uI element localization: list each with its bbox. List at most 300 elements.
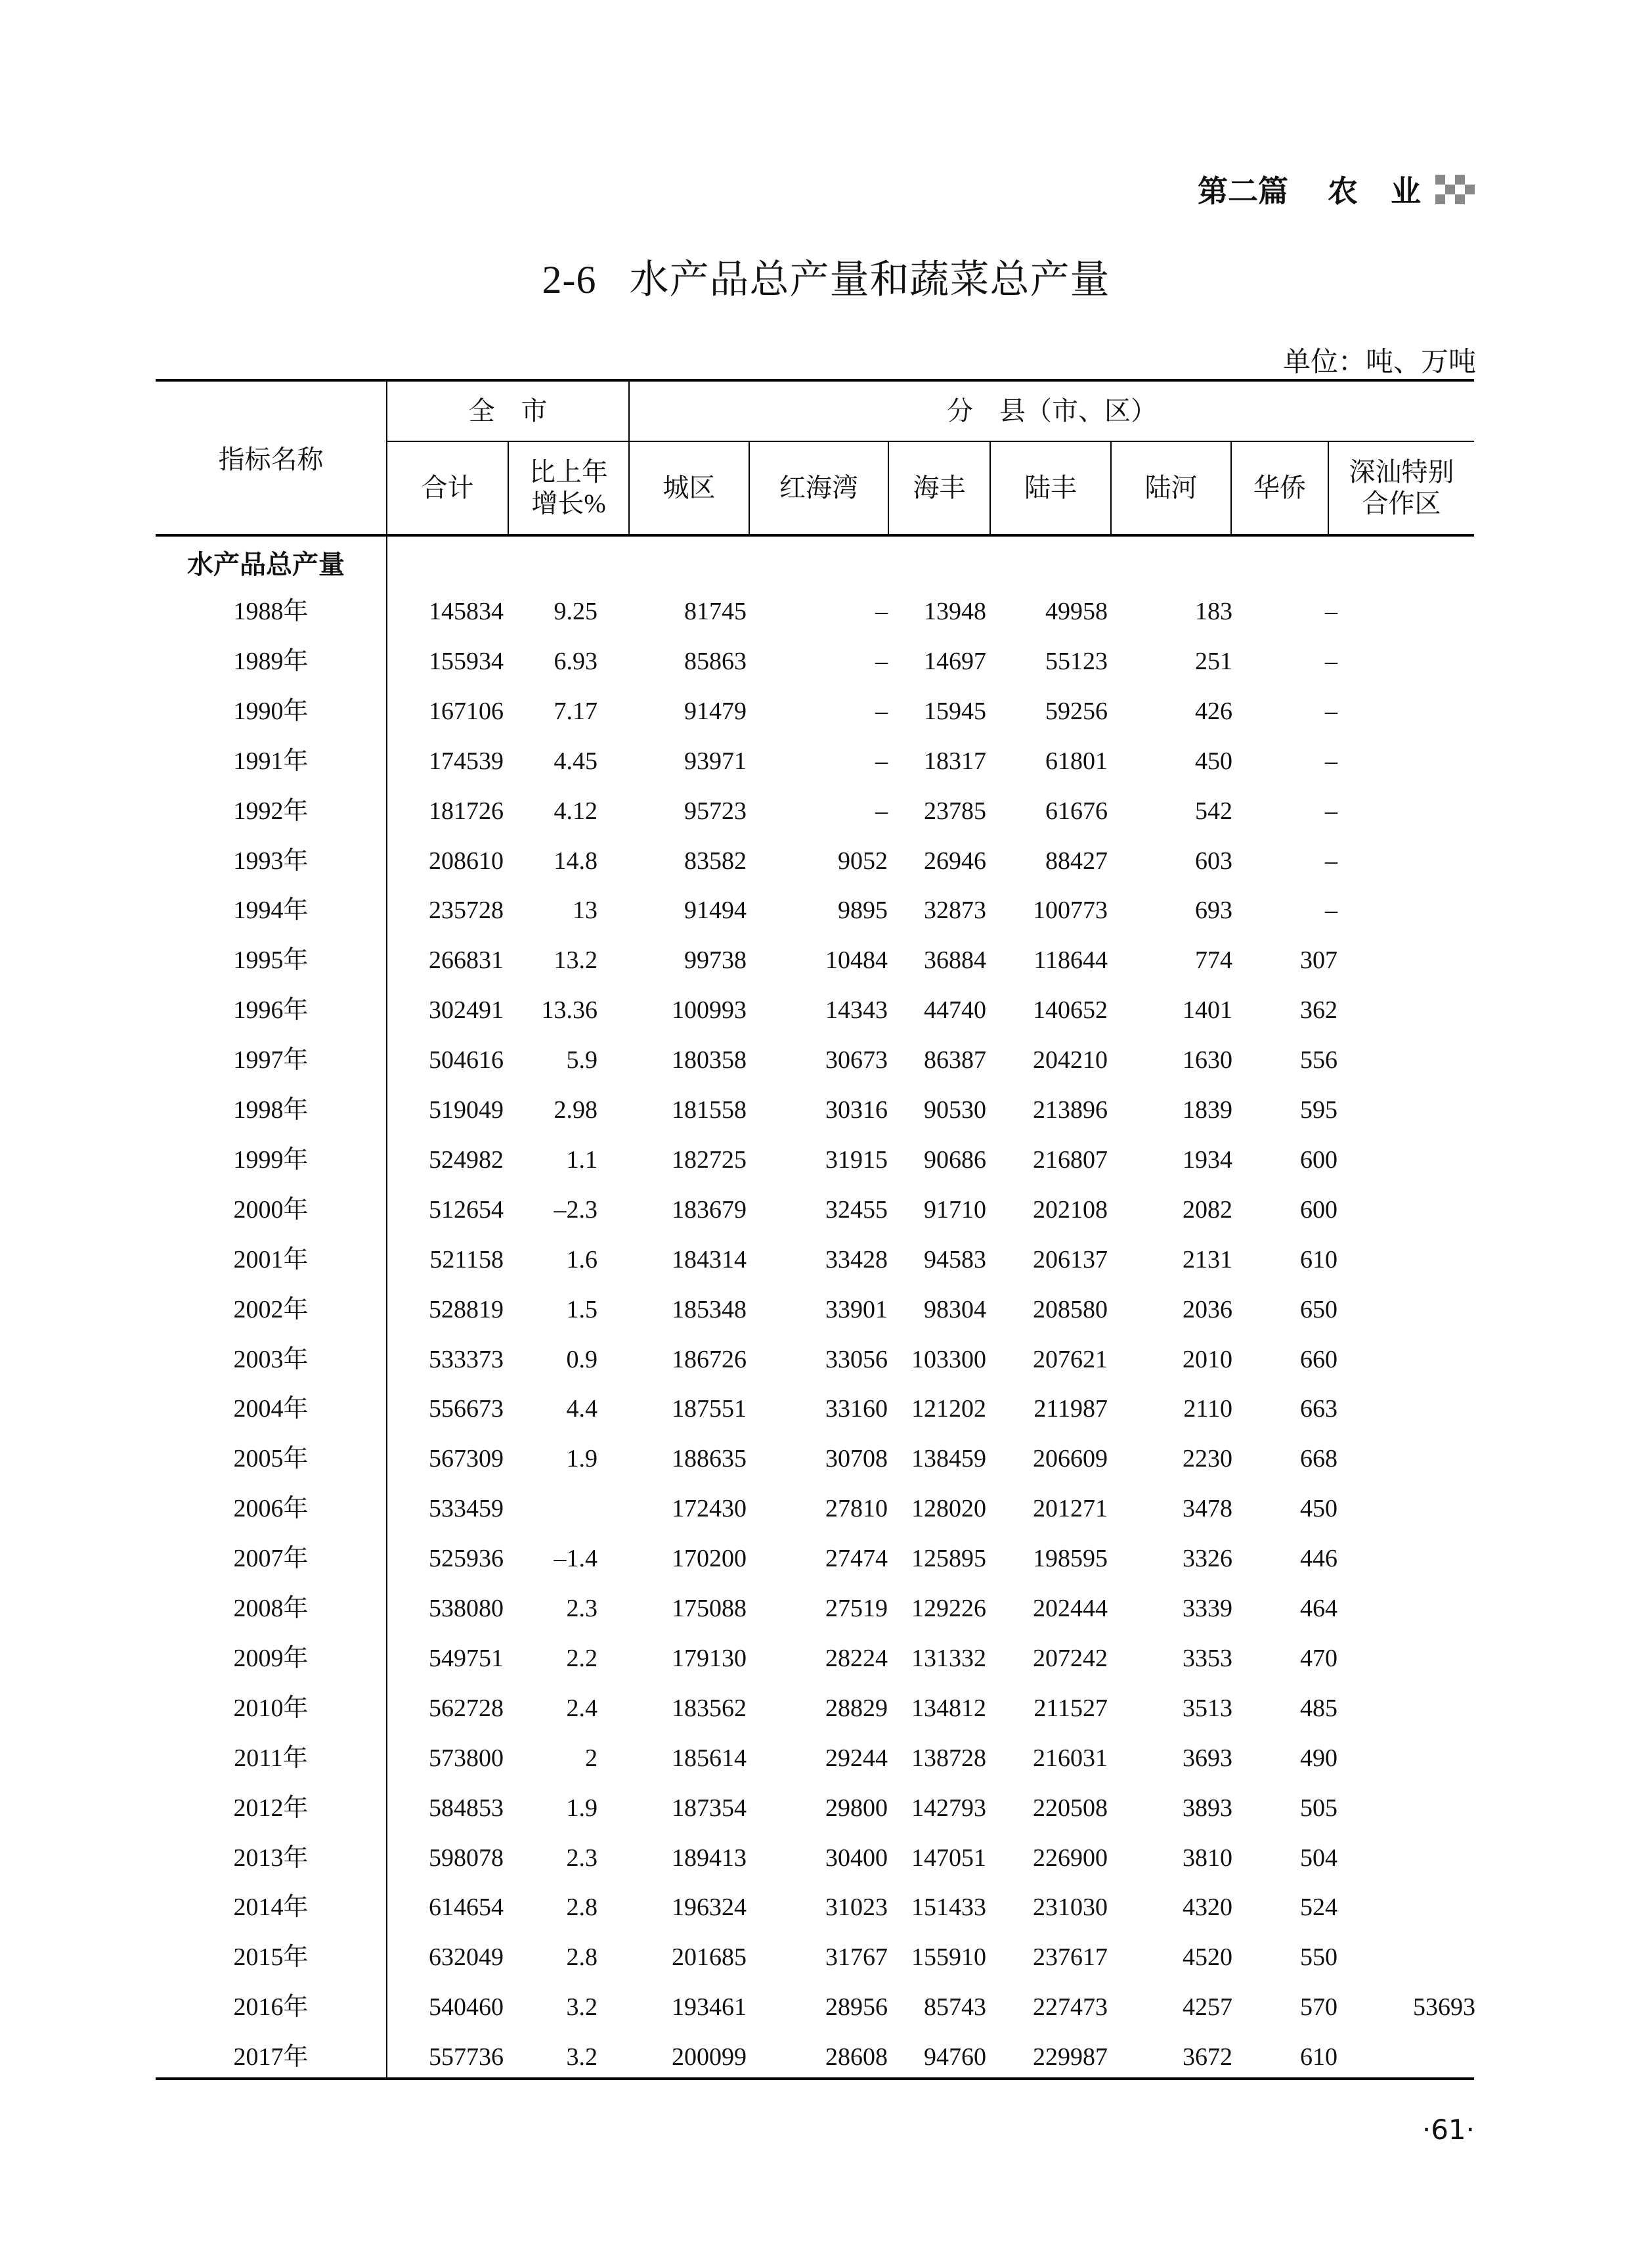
cell-huaqiao: – [1325,797,1337,825]
cell-luhe: 603 [1195,847,1232,875]
cell-lufeng: 202444 [1033,1595,1108,1622]
cell-huaqiao: 650 [1300,1295,1337,1323]
cell-honghaiwan: 32455 [825,1195,888,1224]
cell-haifeng: 94583 [924,1245,986,1273]
cell-lufeng: 227473 [1033,1993,1108,2022]
row-year: 2017年 [233,2043,309,2071]
cell-lufeng: 211987 [1033,1395,1108,1423]
cell-growth: –1.4 [554,1545,598,1573]
table-row [156,1583,1474,1633]
table-row [156,1932,1474,1982]
cell-total: 235728 [429,897,504,925]
cell-lufeng: 59256 [1045,697,1108,725]
row-year: 1995年 [233,946,309,975]
table-row [156,1335,1474,1384]
cell-total: 632049 [429,1943,504,1972]
cell-honghaiwan: – [875,797,888,825]
row-year: 2012年 [233,1794,309,1822]
cell-growth: 3.2 [566,1993,598,2022]
cell-luhe: 2036 [1183,1295,1232,1323]
cell-haifeng: 155910 [911,1943,986,1972]
cell-growth: 4.45 [554,747,598,775]
row-year: 2011年 [234,1744,308,1772]
cell-huaqiao: 524 [1300,1893,1337,1922]
cell-haifeng: 142793 [911,1794,986,1822]
row-year: 1989年 [233,647,309,675]
cell-urban: 200099 [672,2043,747,2071]
cell-honghaiwan: 33901 [825,1295,888,1323]
cell-honghaiwan: – [875,697,888,725]
cell-lufeng: 206137 [1033,1245,1108,1273]
cell-luhe: 542 [1195,797,1232,825]
cell-growth: 5.9 [566,1046,598,1074]
table-row [156,1035,1474,1085]
table-row [156,1683,1474,1733]
row-year: 1998年 [233,1096,309,1124]
table-number: 2-6 [542,258,597,301]
group-header-city: 全 市 [468,396,548,426]
cell-growth: 2.2 [566,1644,598,1672]
cell-honghaiwan: 31915 [825,1145,888,1174]
cell-luhe: 426 [1195,697,1232,725]
cell-total: 167106 [429,697,504,725]
cell-urban: 184314 [672,1245,747,1273]
table-row [156,935,1474,985]
cell-honghaiwan: – [875,747,888,775]
row-year: 1994年 [233,897,309,925]
cell-luhe: 3478 [1183,1495,1232,1523]
cell-honghaiwan: 27810 [825,1495,888,1523]
row-year: 1996年 [233,996,309,1025]
cell-haifeng: 151433 [911,1893,986,1922]
chapter-header [1198,167,1475,211]
checker-pattern-icon [1435,175,1475,204]
row-year: 2016年 [233,1993,309,2022]
table-row [156,1882,1474,1932]
cell-lufeng: 220508 [1033,1794,1108,1822]
row-year: 2007年 [233,1545,309,1573]
cell-huaqiao: 556 [1300,1046,1337,1074]
cell-haifeng: 128020 [911,1495,986,1523]
row-year: 1992年 [233,797,309,825]
cell-honghaiwan: 30400 [825,1844,888,1872]
cell-honghaiwan: 28608 [825,2043,888,2071]
cell-luhe: 693 [1195,897,1232,925]
cell-growth: 2.3 [566,1844,598,1872]
cell-huaqiao: – [1325,647,1337,675]
cell-huaqiao: – [1325,598,1337,625]
col-header-lufeng: 陆丰 [1024,473,1077,502]
cell-urban: 100993 [672,996,747,1025]
cell-huaqiao: 505 [1300,1794,1337,1822]
cell-urban: 187354 [672,1794,747,1822]
cell-haifeng: 23785 [924,797,986,825]
table-row [156,636,1474,686]
cell-lufeng: 118644 [1033,946,1108,975]
cell-growth: 6.93 [554,647,598,675]
cell-huaqiao: 595 [1300,1096,1337,1124]
unit-label: 单位：吨、万吨 [1282,347,1476,378]
cell-huaqiao: 470 [1300,1644,1337,1672]
cell-total: 533459 [429,1495,504,1523]
cell-growth: 13.36 [541,996,598,1025]
cell-huaqiao: 464 [1300,1595,1337,1622]
cell-urban: 85863 [684,647,747,675]
cell-haifeng: 121202 [911,1395,986,1423]
cell-haifeng: 94760 [924,2043,986,2071]
cell-total: 614654 [429,1893,504,1922]
cell-urban: 83582 [684,847,747,875]
col-header-huaqiao: 华侨 [1253,473,1306,502]
cell-growth: 2.98 [554,1096,598,1124]
cell-haifeng: 125895 [911,1545,986,1573]
cell-growth: 0.9 [566,1345,598,1373]
cell-total: 528819 [429,1295,504,1323]
cell-total: 208610 [429,847,504,875]
row-year: 1988年 [233,598,309,625]
cell-urban: 181558 [672,1096,747,1124]
cell-total: 302491 [429,996,504,1025]
cell-growth: 2.8 [566,1943,598,1972]
cell-lufeng: 61676 [1045,797,1108,825]
cell-haifeng: 18317 [924,747,986,775]
cell-urban: 180358 [672,1046,747,1074]
table-row [156,1285,1474,1335]
cell-luhe: 4520 [1183,1943,1232,1972]
col-header-luhe: 陆河 [1144,473,1198,502]
cell-growth: 13 [573,897,598,925]
cell-haifeng: 91710 [924,1195,986,1224]
cell-huaqiao: 450 [1300,1495,1337,1523]
cell-total: 521158 [429,1245,504,1273]
cell-lufeng: 55123 [1045,647,1108,675]
table-row [156,1085,1474,1135]
cell-total: 549751 [429,1644,504,1672]
cell-growth: 13.2 [554,946,598,975]
cell-honghaiwan: 33160 [825,1395,888,1423]
cell-lufeng: 206609 [1033,1445,1108,1473]
cell-growth: 14.8 [554,847,598,875]
row-year: 1990年 [233,697,309,725]
header-bottom-rule [156,534,1474,537]
chapter-title-1: 农 [1328,173,1358,209]
cell-urban: 183679 [672,1195,747,1224]
cell-urban: 175088 [672,1595,747,1622]
row-year: 2006年 [233,1495,309,1523]
row-year: 2009年 [233,1644,309,1672]
cell-honghaiwan: 30673 [825,1046,888,1074]
row-year: 2003年 [233,1345,309,1373]
table-row [156,1484,1474,1534]
row-year: 2013年 [233,1844,309,1872]
cell-honghaiwan: 29244 [825,1744,888,1772]
cell-urban: 201685 [672,1943,747,1972]
cell-honghaiwan: – [875,647,888,675]
cell-lufeng: 237617 [1033,1943,1108,1972]
group-header-county: 分 县（市、区） [947,396,1157,426]
table-row [156,786,1474,836]
cell-total: 524982 [429,1145,504,1174]
cell-growth: 1.9 [566,1794,598,1822]
cell-huaqiao: 570 [1300,1993,1337,2022]
cell-haifeng: 103300 [911,1345,986,1373]
cell-urban: 185348 [672,1295,747,1323]
cell-growth: 3.2 [566,2043,598,2071]
cell-lufeng: 211527 [1033,1694,1108,1722]
row-year: 1999年 [233,1145,309,1174]
row-year: 2005年 [233,1445,309,1473]
cell-total: 525936 [429,1545,504,1573]
cell-lufeng: 140652 [1033,996,1108,1025]
cell-honghaiwan: 27474 [825,1545,888,1573]
cell-total: 174539 [429,747,504,775]
cell-lufeng: 204210 [1033,1046,1108,1074]
cell-total: 584853 [429,1794,504,1822]
cell-honghaiwan: 27519 [825,1595,888,1622]
cell-total: 181726 [429,797,504,825]
table-title [0,248,1652,305]
cell-honghaiwan: 33428 [825,1245,888,1273]
cell-total: 533373 [429,1345,504,1373]
cell-urban: 172430 [672,1495,747,1523]
cell-urban: 188635 [672,1445,747,1473]
cell-total: 512654 [429,1195,504,1224]
cell-haifeng: 44740 [924,996,986,1025]
row-year: 2002年 [233,1295,309,1323]
cell-growth: –2.3 [554,1195,598,1224]
cell-luhe: 3810 [1183,1844,1232,1872]
cell-luhe: 4257 [1183,1993,1232,2022]
table-row [156,1384,1474,1434]
cell-haifeng: 86387 [924,1046,986,1074]
cell-urban: 182725 [672,1145,747,1174]
cell-luhe: 3339 [1183,1595,1232,1622]
cell-lufeng: 208580 [1033,1295,1108,1323]
cell-honghaiwan: 9895 [838,897,888,925]
cell-urban: 193461 [672,1993,747,2022]
cell-total: 556673 [429,1395,504,1423]
table-row [156,1185,1474,1235]
cell-haifeng: 131332 [911,1644,986,1672]
cell-honghaiwan: 30316 [825,1096,888,1124]
cell-total: 519049 [429,1096,504,1124]
cell-luhe: 1630 [1183,1046,1232,1074]
cell-haifeng: 14697 [924,647,986,675]
cell-luhe: 4320 [1183,1893,1232,1922]
cell-honghaiwan: 33056 [825,1345,888,1373]
table-row [156,1733,1474,1783]
cell-honghaiwan: 14343 [825,996,888,1025]
cell-total: 557736 [429,2043,504,2071]
cell-total: 538080 [429,1595,504,1622]
cell-luhe: 2082 [1183,1195,1232,1224]
cell-huaqiao: – [1325,847,1337,875]
col-header-total: 合计 [421,473,474,502]
cell-urban: 91479 [684,697,747,725]
cell-honghaiwan: 31767 [825,1943,888,1972]
cell-huaqiao: 446 [1300,1545,1337,1573]
cell-lufeng: 226900 [1033,1844,1108,1872]
col-header-growth: 比上年 增长% [529,457,608,518]
cell-huaqiao: 307 [1300,946,1337,975]
cell-growth: 1.9 [566,1445,598,1473]
cell-luhe: 450 [1195,747,1232,775]
row-year: 1993年 [233,847,309,875]
table-row [156,1633,1474,1683]
chapter-title-2: 业 [1391,173,1421,209]
col-header-haifeng: 海丰 [913,473,966,502]
table-row [156,985,1474,1035]
cell-haifeng: 90530 [924,1096,986,1124]
cell-luhe: 3513 [1183,1694,1232,1722]
cell-lufeng: 100773 [1033,897,1108,925]
cell-luhe: 3353 [1183,1644,1232,1672]
table-row [156,1434,1474,1484]
row-year: 2010年 [233,1694,309,1722]
cell-haifeng: 26946 [924,847,986,875]
cell-growth: 1.5 [566,1295,598,1323]
cell-haifeng: 32873 [924,897,986,925]
cell-growth: 1.1 [566,1145,598,1174]
chapter-label: 第二篇 [1198,173,1288,209]
cell-huaqiao: 663 [1300,1395,1337,1423]
cell-lufeng: 231030 [1033,1893,1108,1922]
cell-huaqiao: – [1325,697,1337,725]
cell-huaqiao: 485 [1300,1694,1337,1722]
cell-haifeng: 134812 [911,1694,986,1722]
cell-lufeng: 198595 [1033,1545,1108,1573]
cell-urban: 196324 [672,1893,747,1922]
table-row [156,2032,1474,2082]
cell-urban: 185614 [672,1744,747,1772]
cell-huaqiao: 550 [1300,1943,1337,1972]
table-row [156,836,1474,886]
cell-honghaiwan: 9052 [838,847,888,875]
cell-luhe: 1401 [1183,996,1232,1025]
cell-total: 266831 [429,946,504,975]
cell-lufeng: 207242 [1033,1644,1108,1672]
cell-urban: 81745 [684,598,747,625]
cell-lufeng: 216807 [1033,1145,1108,1174]
cell-huaqiao: 504 [1300,1844,1337,1872]
cell-haifeng: 85743 [924,1993,986,2022]
cell-honghaiwan: 31023 [825,1893,888,1922]
cell-shenshan: 53693 [1413,1993,1475,2022]
row-year: 2015年 [233,1943,309,1972]
cell-growth: 4.4 [566,1395,598,1423]
cell-urban: 187551 [672,1395,747,1423]
cell-urban: 91494 [684,897,747,925]
cell-total: 573800 [429,1744,504,1772]
cell-honghaiwan: 30708 [825,1445,888,1473]
table-row [156,1135,1474,1185]
cell-honghaiwan: 28829 [825,1694,888,1722]
cell-haifeng: 138728 [911,1744,986,1772]
cell-huaqiao: 610 [1300,2043,1337,2071]
cell-luhe: 2010 [1183,1345,1232,1373]
cell-urban: 95723 [684,797,747,825]
cell-growth: 1.6 [566,1245,598,1273]
cell-total: 562728 [429,1694,504,1722]
row-year: 2000年 [233,1195,309,1224]
cell-luhe: 3893 [1183,1794,1232,1822]
table-row [156,1534,1474,1583]
table-row [156,587,1474,636]
table-row [156,1982,1474,2032]
cell-huaqiao: 668 [1300,1445,1337,1473]
cell-haifeng: 15945 [924,697,986,725]
cell-haifeng: 98304 [924,1295,986,1323]
cell-honghaiwan: – [875,598,888,625]
cell-urban: 99738 [684,946,747,975]
table-row [156,1783,1474,1833]
cell-luhe: 183 [1195,598,1232,625]
cell-total: 145834 [429,598,504,625]
cell-huaqiao: 660 [1300,1345,1337,1373]
table-row [156,1235,1474,1285]
cell-urban: 186726 [672,1345,747,1373]
cell-honghaiwan: 29800 [825,1794,888,1822]
table-row [156,1833,1474,1883]
stub-header: 指标名称 [218,445,324,474]
cell-urban: 170200 [672,1545,747,1573]
row-year: 1997年 [233,1046,309,1074]
cell-huaqiao: 600 [1300,1145,1337,1174]
cell-lufeng: 207621 [1033,1345,1108,1373]
cell-huaqiao: 490 [1300,1744,1337,1772]
cell-urban: 183562 [672,1694,747,1722]
cell-honghaiwan: 28956 [825,1993,888,2022]
cell-lufeng: 216031 [1033,1744,1108,1772]
page-number: ·61· [1422,2114,1475,2146]
cell-luhe: 3693 [1183,1744,1232,1772]
cell-lufeng: 202108 [1033,1195,1108,1224]
cell-total: 567309 [429,1445,504,1473]
cell-growth: 2.8 [566,1893,598,1922]
cell-total: 540460 [429,1993,504,2022]
col-header-shenshan: 深汕特别 合作区 [1349,457,1454,518]
cell-luhe: 2131 [1183,1245,1232,1273]
cell-total: 504616 [429,1046,504,1074]
cell-haifeng: 13948 [924,598,986,625]
cell-luhe: 1839 [1183,1096,1232,1124]
cell-luhe: 251 [1195,647,1232,675]
cell-total: 155934 [429,647,504,675]
cell-lufeng: 88427 [1045,847,1108,875]
cell-lufeng: 213896 [1033,1096,1108,1124]
cell-lufeng: 49958 [1045,598,1108,625]
cell-urban: 189413 [672,1844,747,1872]
row-year: 2001年 [233,1245,309,1273]
cell-haifeng: 129226 [911,1595,986,1622]
cell-huaqiao: 600 [1300,1195,1337,1224]
table-row [156,736,1474,786]
row-year: 1991年 [233,747,309,775]
cell-huaqiao: – [1325,747,1337,775]
cell-honghaiwan: 10484 [825,946,888,975]
row-year: 2014年 [233,1893,309,1922]
cell-haifeng: 36884 [924,946,986,975]
table-row [156,686,1474,736]
cell-luhe: 3326 [1183,1545,1232,1573]
cell-luhe: 2110 [1183,1395,1232,1423]
cell-luhe: 1934 [1183,1145,1232,1174]
cell-growth: 7.17 [554,697,598,725]
table-row [156,885,1474,935]
row-year: 2008年 [233,1595,309,1622]
cell-total: 598078 [429,1844,504,1872]
cell-luhe: 774 [1195,946,1232,975]
